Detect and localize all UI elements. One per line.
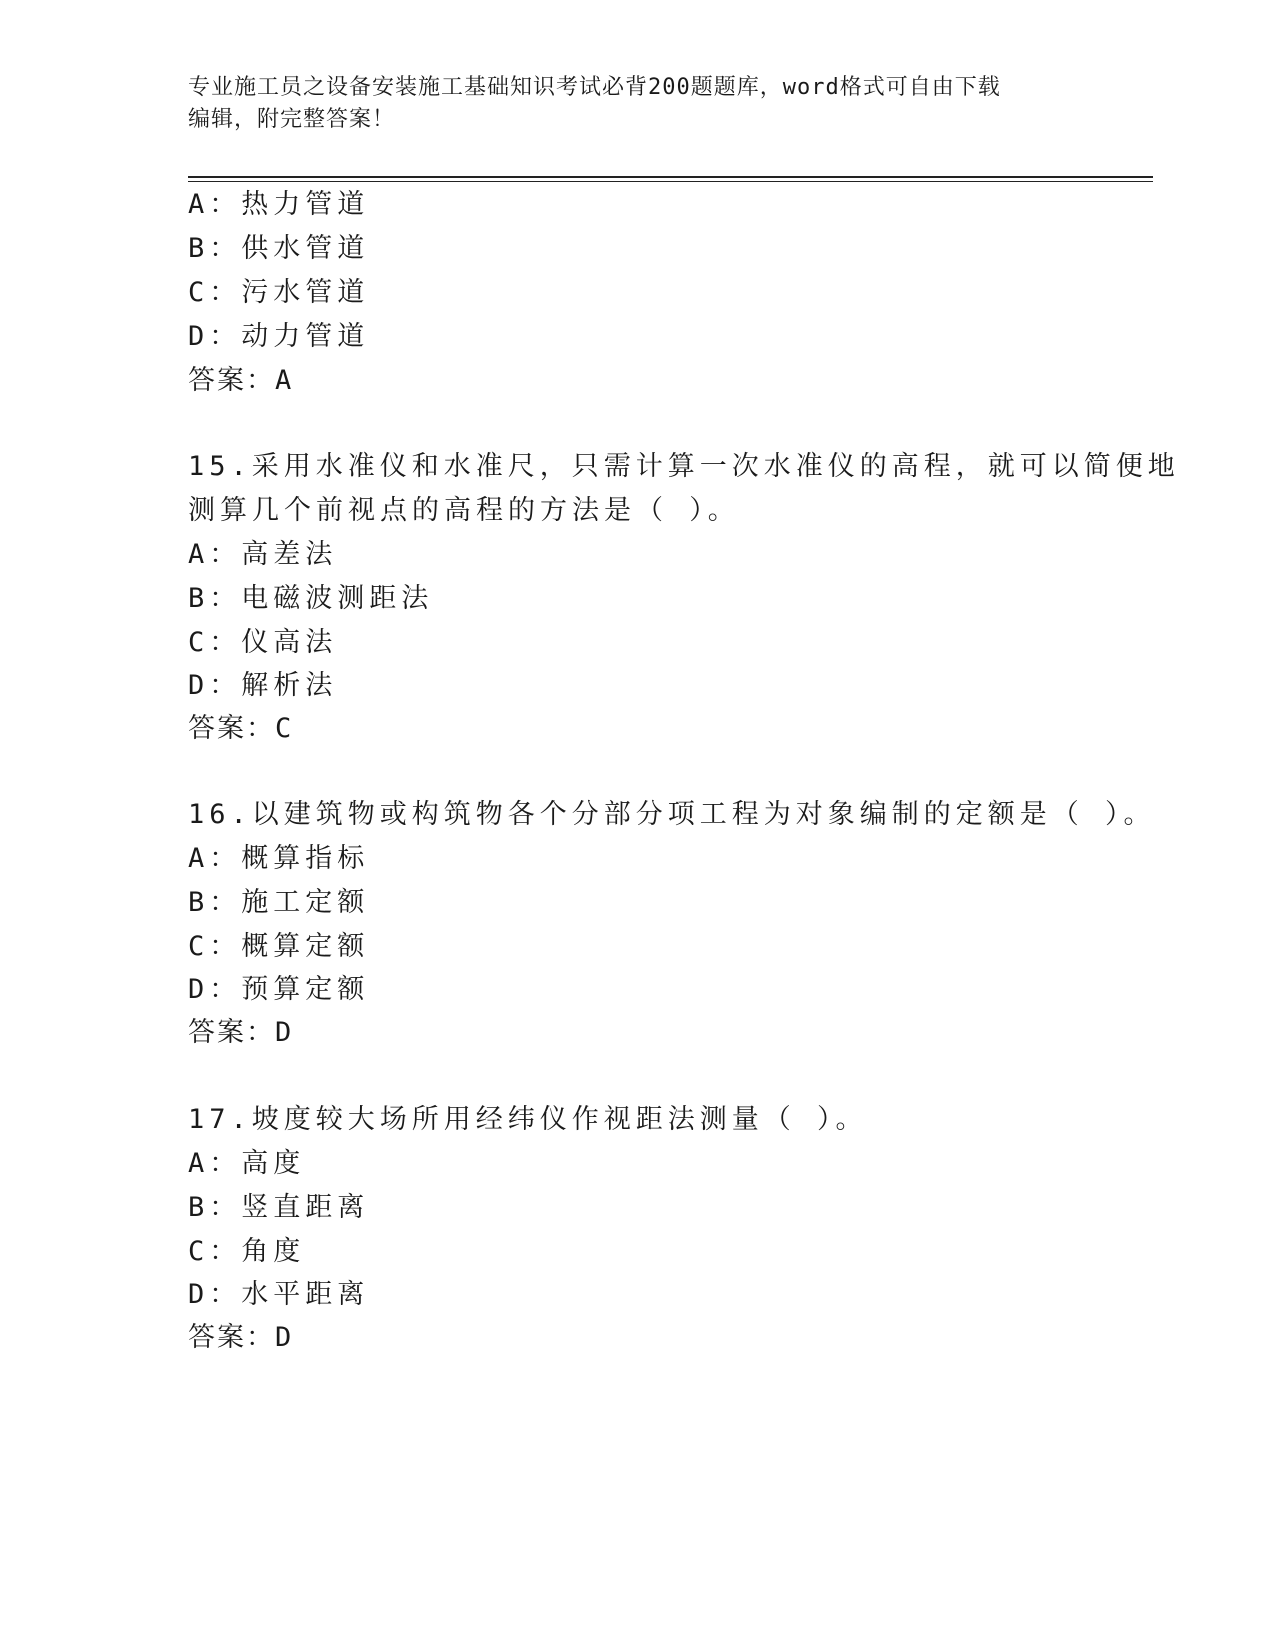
q14-option-c: C：污水管道	[188, 277, 370, 308]
q15-question-line-1: 15.采用水准仪和水准尺，只需计算一次水准仪的高程，就可以简便地	[188, 451, 1180, 482]
q17-question: 17.坡度较大场所用经纬仪作视距法测量（ ）。	[188, 1104, 868, 1135]
q15-answer: 答案：C	[188, 713, 294, 744]
document-header	[188, 72, 1088, 136]
q17-option-a: A：高度	[188, 1148, 306, 1179]
q16-option-c: C：概算定额	[188, 931, 370, 962]
q17-answer: 答案：D	[188, 1322, 294, 1353]
q16-question: 16.以建筑物或构筑物各个分部分项工程为对象编制的定额是（ ）。	[188, 799, 1156, 830]
q15-option-a: A：高差法	[188, 539, 338, 570]
q16-option-b: B：施工定额	[188, 887, 370, 918]
q15-option-d: D：解析法	[188, 670, 338, 701]
header-divider-thick	[188, 176, 1153, 178]
q14-option-d: D：动力管道	[188, 321, 370, 352]
q15-option-c: C：仪高法	[188, 627, 338, 658]
q16-option-a: A：概算指标	[188, 843, 370, 874]
q15-option-b: B：电磁波测距法	[188, 583, 434, 614]
header-line-1: 专业施工员之设备安装施工基础知识考试必背200题题库，word格式可自由下载	[188, 75, 1001, 100]
q15-question-line-2: 测算几个前视点的高程的方法是（ ）。	[188, 495, 740, 526]
q16-option-d: D：预算定额	[188, 974, 370, 1005]
q17-option-b: B：竖直距离	[188, 1192, 370, 1223]
header-line-2: 编辑，附完整答案！	[188, 107, 396, 132]
q17-option-d: D：水平距离	[188, 1279, 370, 1310]
header-divider-thin	[188, 181, 1153, 182]
q14-option-a: A：热力管道	[188, 189, 370, 220]
q16-answer: 答案：D	[188, 1017, 294, 1048]
q14-option-b: B：供水管道	[188, 233, 370, 264]
q14-answer: 答案：A	[188, 365, 294, 396]
q17-option-c: C：角度	[188, 1236, 306, 1267]
